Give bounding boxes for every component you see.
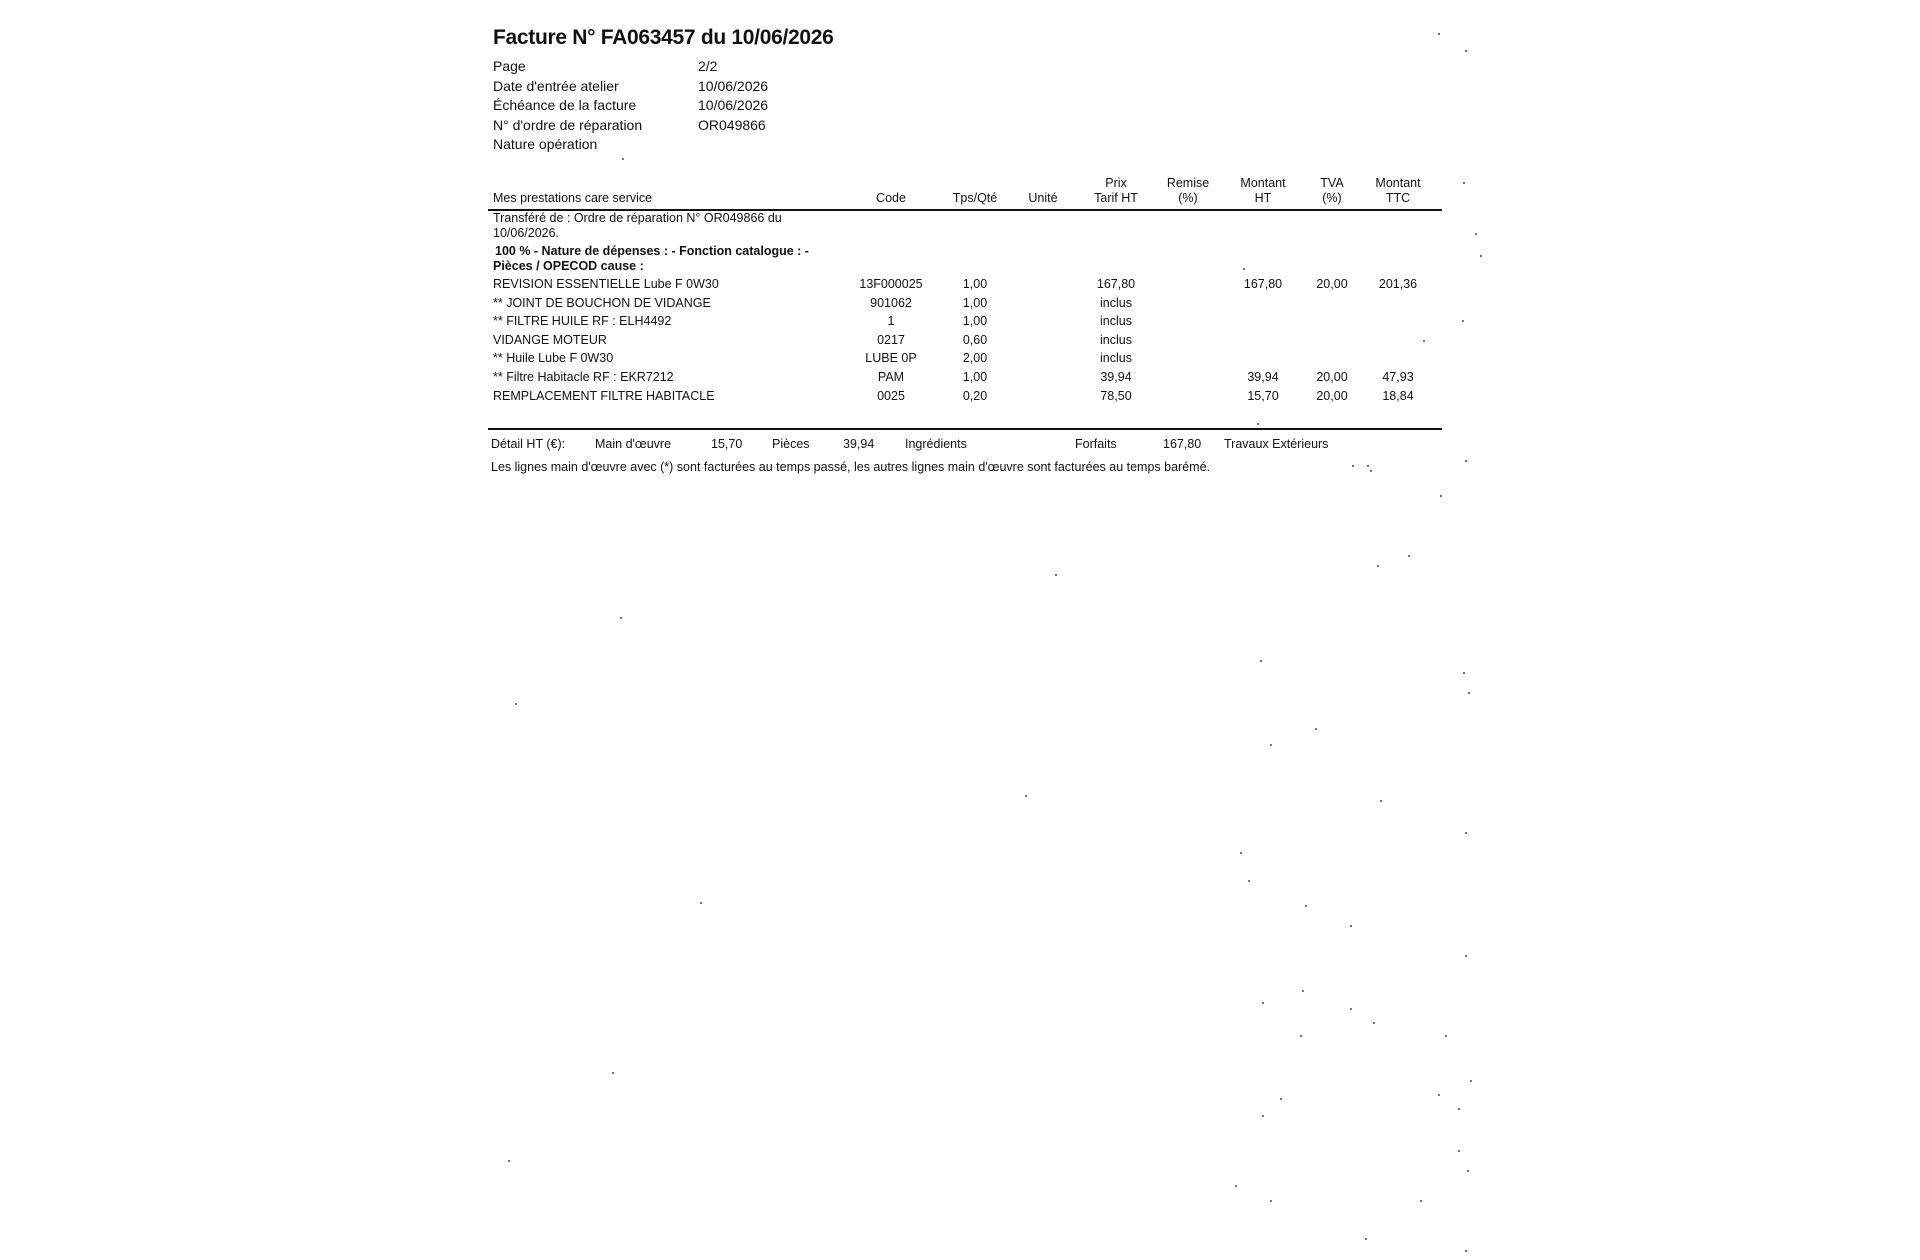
row-price: 167,80 [1096,277,1136,291]
row-qty: 1,00 [962,295,988,310]
intro-transfer-line1: Transféré de : Ordre de réparation N° OR049866 du [493,211,782,225]
scan-speck [1463,182,1465,184]
header-description: Mes prestations care service [493,191,653,205]
scan-speck [1315,728,1317,730]
scan-speck [1440,495,1442,497]
header-amount-ht-line2: HT [1254,191,1272,205]
scan-speck [1257,423,1259,425]
row-description: ** JOINT DE BOUCHON DE VIDANGE [493,295,711,310]
scan-speck [1262,1115,1264,1117]
header-qty: Tps/Qté [952,191,998,205]
scan-speck [1380,800,1382,802]
row-qty: 2,00 [962,351,988,366]
row-amount-ht: 39,94 [1247,370,1279,384]
row-code: 0025 [877,388,905,403]
scan-speck [1465,460,1467,462]
summary-rule [488,428,1442,430]
scan-speck [1438,33,1440,35]
row-description: ** Huile Lube F 0W30 [493,351,614,366]
scan-speck [612,1072,614,1074]
scan-speck [1300,1035,1302,1037]
scan-speck [1262,1002,1264,1004]
scan-speck [1367,465,1369,467]
row-price: inclus [1100,351,1132,366]
header-price [1084,176,1148,206]
header-price-line1: Prix [1105,176,1127,190]
row-tva: 20,00 [1316,388,1348,403]
scan-speck [508,1160,510,1162]
scan-speck [1467,1170,1469,1172]
row-description: REMPLACEMENT FILTRE HABITACLE [493,388,715,403]
scan-speck [1352,465,1354,467]
row-amount-ht: 167,80 [1243,277,1283,291]
row-amount-ht: 15,70 [1247,388,1279,403]
row-price: 78,50 [1100,388,1132,403]
summary-packages-label: Forfaits [1075,437,1117,451]
header-tva-line2: (%) [1322,191,1342,205]
scan-speck [1240,852,1242,854]
scan-speck [1235,1185,1237,1187]
scan-speck [1470,1080,1472,1082]
header-amount-ttc-line2: TTC [1385,191,1411,205]
intro-opecod-cause: Pièces / OPECOD cause : [493,259,644,273]
row-code: 901062 [870,295,912,310]
scan-speck [1458,1108,1460,1110]
row-description: ** FILTRE HUILE RF : ELH4492 [493,314,672,329]
header-amount-ht-line1: Montant [1240,176,1286,190]
scan-speck [1462,320,1464,322]
header-amount-ttc-line1: Montant [1375,176,1421,190]
scan-speck [1270,744,1272,746]
scan-speck [1465,50,1467,52]
meta-value-page: 2/2 [698,58,718,74]
scan-speck [1465,832,1467,834]
row-qty: 0,60 [962,332,988,347]
billing-note: Les lignes main d'œuvre avec (*) sont facturées au temps passé, les autres lignes main d'œuvre sont facturées au temps barémé. [491,460,1210,474]
scan-speck [1423,340,1425,342]
scan-speck [1475,233,1477,235]
scan-speck [1280,1098,1282,1100]
row-code: 1 [887,314,895,329]
row-price: 39,94 [1100,370,1132,384]
header-tva-line1: TVA [1320,176,1344,190]
summary-parts-value: 39,94 [843,437,875,451]
meta-label-entry-date: Date d'entrée atelier [493,78,619,94]
scan-speck [1377,565,1379,567]
meta-label-operation-type: Nature opération [493,136,598,152]
scan-speck [1370,470,1372,472]
row-amount-ttc: 18,84 [1382,388,1414,403]
header-amount-ht [1233,176,1293,206]
row-qty: 1,00 [962,314,988,329]
header-tva [1310,176,1354,206]
meta-label-repair-order: N° d'ordre de réparation [493,117,643,133]
meta-value-repair-order: OR049866 [698,117,766,133]
scan-speck [515,703,517,705]
scan-speck [1373,1022,1375,1024]
summary-labour-label: Main d'œuvre [595,437,672,451]
row-tva: 20,00 [1316,277,1348,291]
header-unit: Unité [1028,191,1058,205]
scan-speck [1055,574,1057,576]
row-price: inclus [1100,314,1132,329]
scan-speck [1458,1150,1460,1152]
scan-speck [1445,1035,1447,1037]
summary-packages-value: 167,80 [1163,437,1202,451]
header-discount-line1: Remise [1166,176,1210,190]
scan-speck [1420,1200,1422,1202]
row-price: inclus [1100,295,1132,310]
scan-speck [1463,672,1465,674]
meta-value-due-date: 10/06/2026 [698,97,769,113]
intro-expense-nature: 100 % - Nature de dépenses : - Fonction catalogue : - [495,244,809,258]
meta-label-page: Page [493,58,526,74]
summary-parts-label: Pièces [772,437,810,451]
row-amount-ttc: 201,36 [1378,277,1418,291]
header-discount [1160,176,1216,206]
scan-speck [1438,1094,1440,1096]
scan-speck [1468,692,1470,694]
meta-value-entry-date: 10/06/2026 [698,78,769,94]
row-code: LUBE 0P [865,351,917,366]
header-code: Code [876,191,906,205]
scan-speck [1480,255,1482,257]
row-code: PAM [877,370,905,384]
row-description: VIDANGE MOTEUR [493,332,607,347]
summary-label: Détail HT (€): [491,437,566,451]
intro-transfer-line2: 10/06/2026. [493,226,560,240]
invoice-title: Facture N° FA063457 du 10/06/2026 [493,26,834,49]
scan-speck [1270,1200,1272,1202]
scan-speck [620,617,622,619]
scan-speck [700,902,702,904]
row-description: REVISION ESSENTIELLE Lube F 0W30 [493,277,719,291]
row-price: inclus [1100,332,1132,347]
summary-ingredients-label: Ingrédients [905,437,967,451]
row-qty: 1,00 [962,370,988,384]
scan-speck [1465,1250,1467,1252]
row-amount-ttc: 47,93 [1382,370,1414,384]
scan-speck [1260,660,1262,662]
header-price-line2: Tarif HT [1094,191,1138,205]
scan-speck [622,158,624,160]
scan-speck [1465,955,1467,957]
scan-speck [1305,905,1307,907]
row-description: ** Filtre Habitacle RF : EKR7212 [493,370,674,384]
summary-labour-value: 15,70 [711,437,743,451]
row-code: 13F000025 [859,277,923,291]
scan-speck [1025,795,1027,797]
meta-label-due-date: Échéance de la facture [493,97,637,113]
row-qty: 1,00 [962,277,988,291]
scan-speck [1248,880,1250,882]
summary-external-label: Travaux Extérieurs [1224,437,1329,451]
scan-speck [1365,1238,1367,1240]
row-tva: 20,00 [1316,370,1348,384]
header-discount-line2: (%) [1178,191,1198,205]
scan-speck [1243,268,1245,270]
scan-speck [1350,1008,1352,1010]
row-code: 0217 [877,332,905,347]
row-qty: 0,20 [962,388,988,403]
scan-speck [1350,925,1352,927]
scan-speck [1408,555,1410,557]
scan-speck [1302,990,1304,992]
header-amount-ttc [1366,176,1430,206]
